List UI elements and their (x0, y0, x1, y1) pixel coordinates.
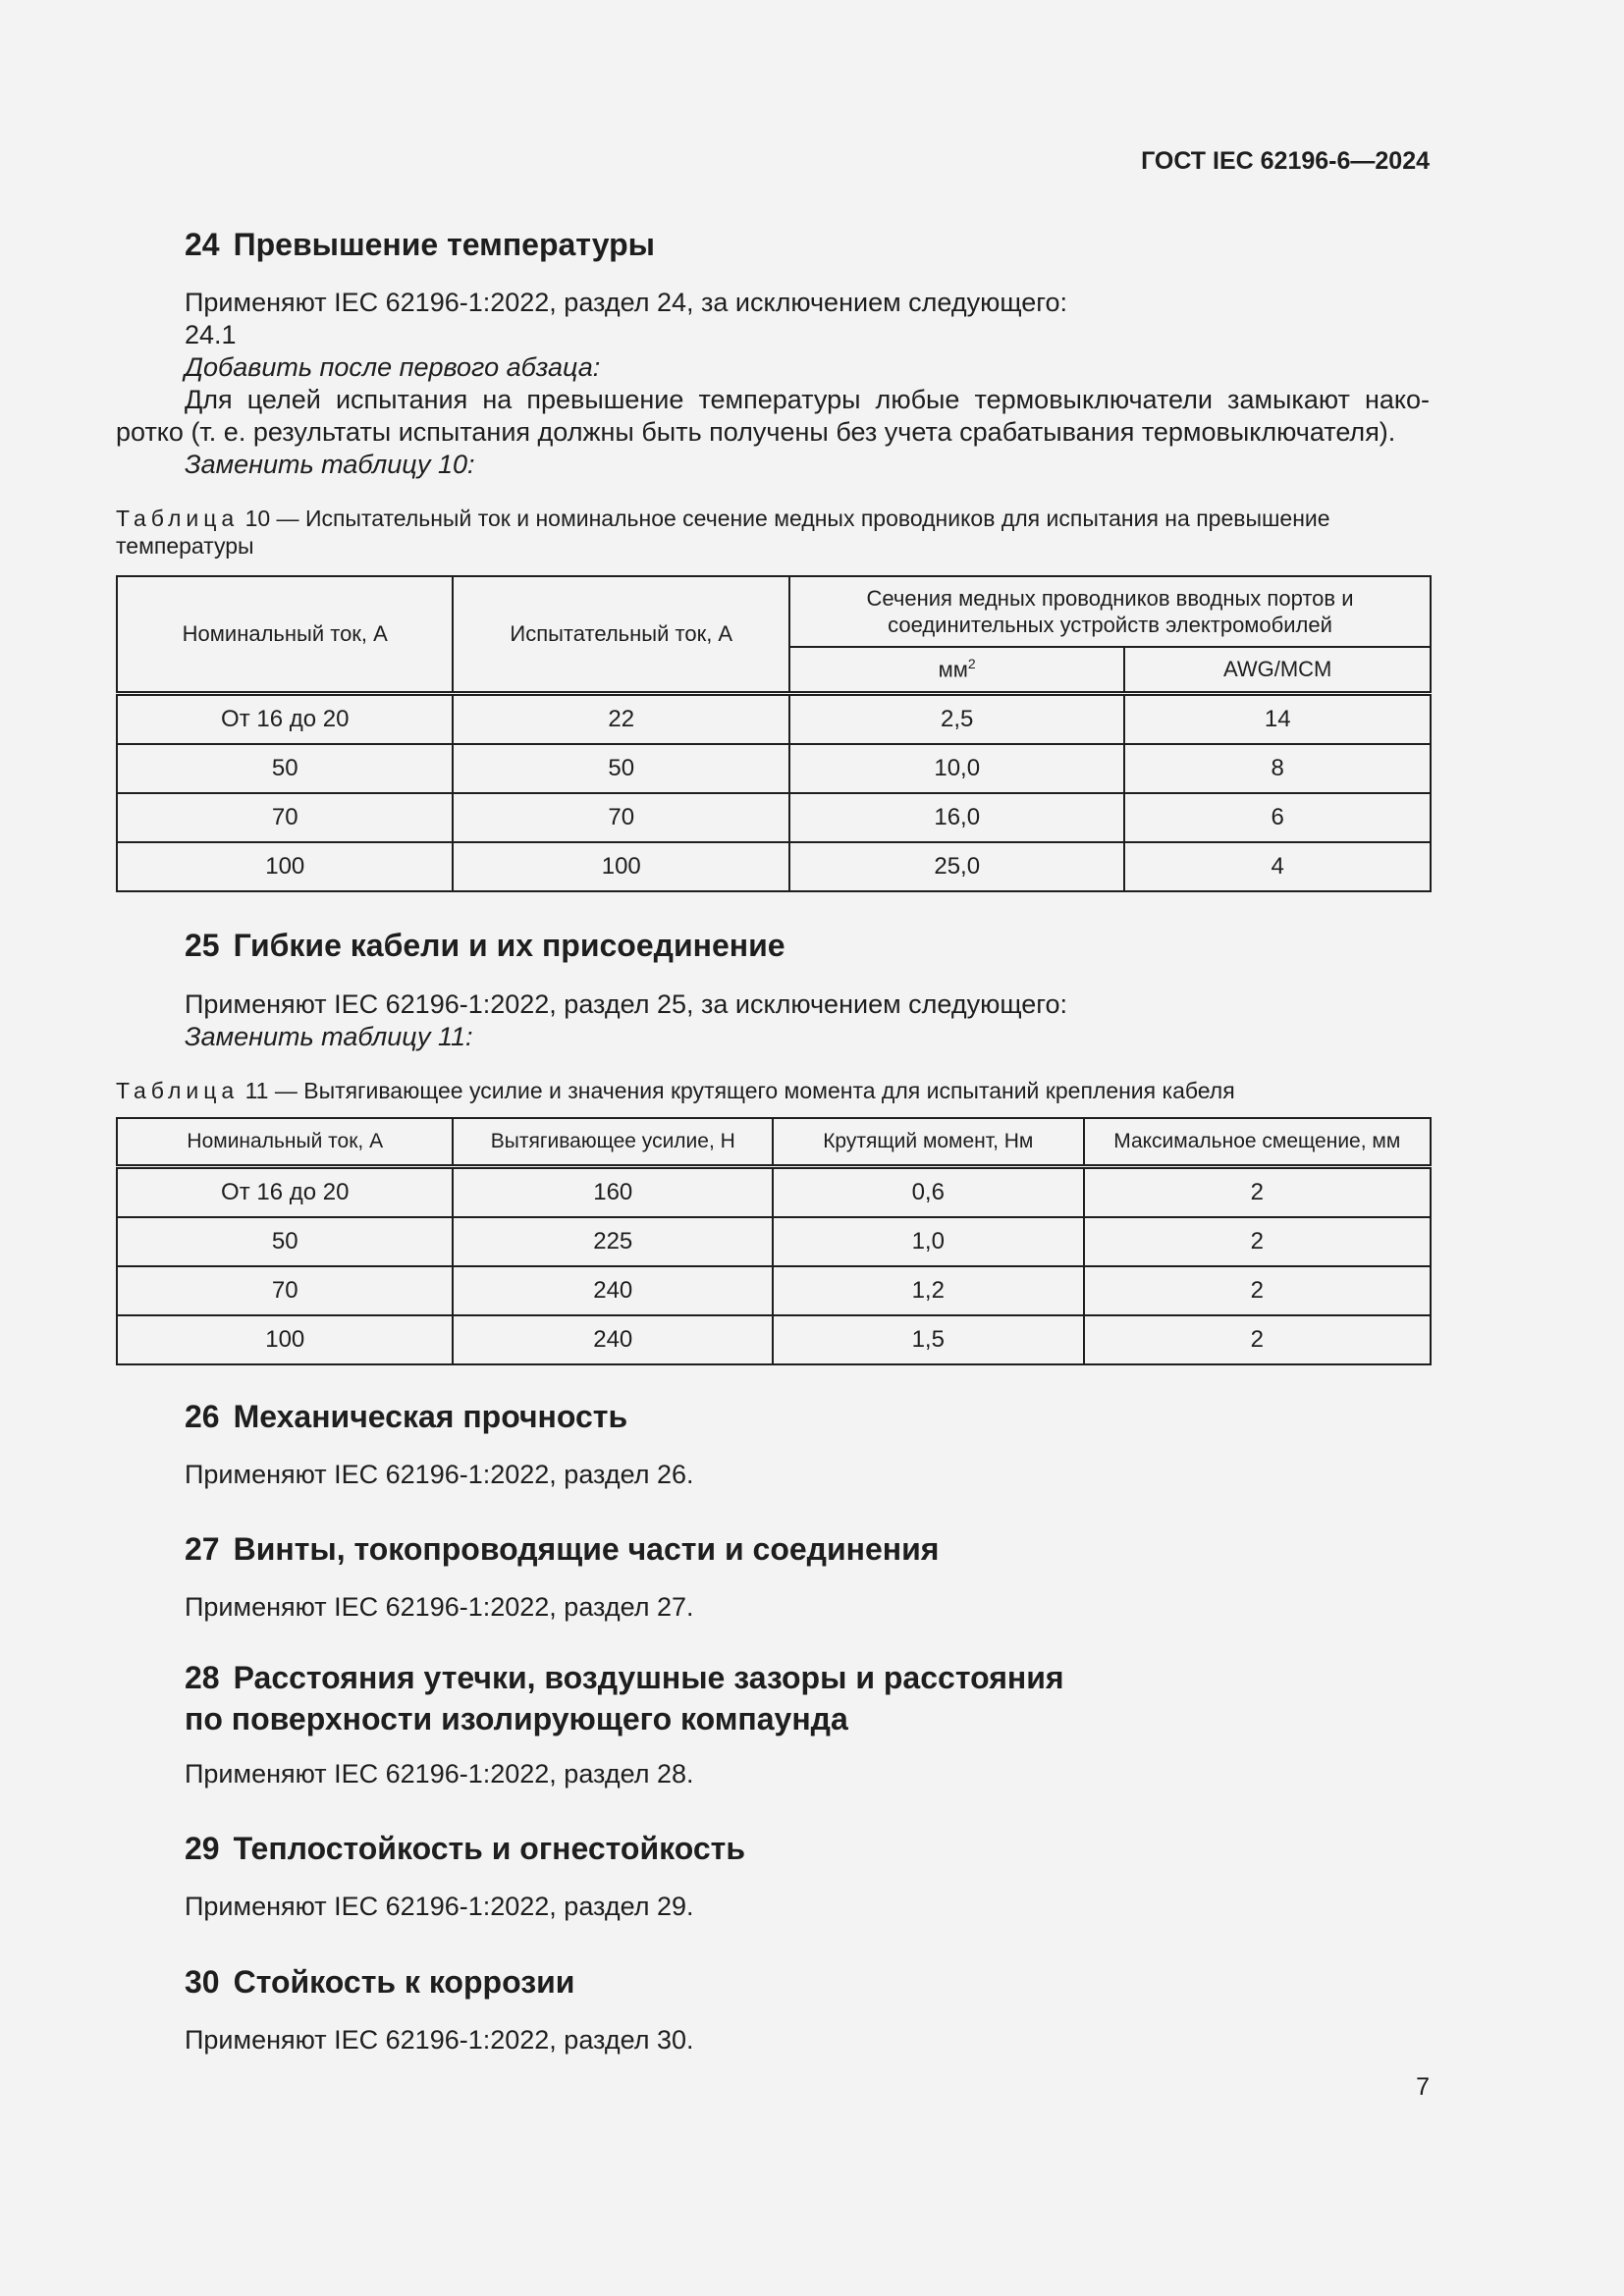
table-cell: 160 (453, 1167, 773, 1218)
unit-superscript: 2 (967, 656, 976, 672)
table-cell: 225 (453, 1217, 773, 1266)
table-cell: 50 (117, 1217, 453, 1266)
table-cell: 70 (117, 793, 453, 842)
column-header: Максимальное смещение, мм (1084, 1118, 1432, 1167)
table-cell: 6 (1124, 793, 1431, 842)
section-30-heading (185, 1961, 574, 2002)
column-header: Номинальный ток, А (117, 1118, 453, 1167)
table-caption-text: 10 — Испытательный ток и номинальное сечение медных проводников для испытания на превышение температуры (116, 506, 1330, 559)
section-number: 26 (185, 1399, 220, 1434)
column-header: Вытягивающее усилие, Н (453, 1118, 773, 1167)
table-11-caption (116, 1077, 1432, 1104)
column-header: Номинальный ток, А (117, 576, 453, 694)
page-number: 7 (1416, 2073, 1430, 2101)
table-cell: 100 (117, 842, 453, 891)
table-cell: 240 (453, 1266, 773, 1315)
section-title: Механическая прочность (233, 1399, 628, 1434)
section-number: 28 (185, 1660, 220, 1695)
table-row (117, 1266, 1431, 1315)
section-title: Теплостойкость и огнестойкость (233, 1831, 745, 1866)
table-label: Таблица (116, 506, 240, 531)
column-header: Испытательный ток, А (453, 576, 789, 694)
unit-label: мм (938, 657, 968, 682)
s24-instruction-replace: Заменить таблицу 10: (185, 450, 475, 479)
s28-paragraph-1: Применяют IEC 62196-1:2022, раздел 28. (185, 1759, 694, 1789)
section-25-heading (185, 925, 785, 966)
table-cell: 240 (453, 1315, 773, 1364)
section-29-heading (185, 1828, 745, 1869)
section-24-heading (185, 224, 655, 265)
table-row (117, 842, 1431, 891)
table-cell: 100 (117, 1315, 453, 1364)
table-10-caption (116, 505, 1432, 560)
table-cell: 1,5 (773, 1315, 1083, 1364)
section-title-line-1: Расстояния утечки, воздушные зазоры и расстояния (233, 1660, 1064, 1695)
table-label: Таблица (116, 1078, 240, 1103)
column-header (789, 647, 1124, 694)
table-cell: 2,5 (789, 694, 1124, 745)
section-27-heading (185, 1528, 939, 1570)
table-cell: 1,2 (773, 1266, 1083, 1315)
table-cell: 100 (453, 842, 789, 891)
table-cell: От 16 до 20 (117, 1167, 453, 1218)
table-cell: 1,0 (773, 1217, 1083, 1266)
table-cell: 50 (117, 744, 453, 793)
section-number: 29 (185, 1831, 220, 1866)
section-number: 30 (185, 1964, 220, 2000)
table-cell: 2 (1084, 1217, 1432, 1266)
section-title: Стойкость к коррозии (233, 1964, 575, 2000)
section-number: 25 (185, 928, 220, 963)
table-row (117, 744, 1431, 793)
s24-paragraph-1: Применяют IEC 62196-1:2022, раздел 24, за исключением следующего: (185, 288, 1068, 317)
table-row (117, 1167, 1431, 1218)
table-cell: 14 (1124, 694, 1431, 745)
s30-paragraph-1: Применяют IEC 62196-1:2022, раздел 30. (185, 2025, 694, 2055)
table-cell: 16,0 (789, 793, 1124, 842)
table-cell: 70 (453, 793, 789, 842)
s24-instruction-add: Добавить после первого абзаца: (185, 352, 601, 382)
section-number: 27 (185, 1531, 220, 1567)
section-28-heading (185, 1657, 1064, 1739)
column-header: AWG/MCM (1124, 647, 1431, 694)
table-cell: 10,0 (789, 744, 1124, 793)
table-row (117, 1315, 1431, 1364)
table-11 (116, 1117, 1432, 1365)
s26-paragraph-1: Применяют IEC 62196-1:2022, раздел 26. (185, 1460, 694, 1489)
table-cell: 70 (117, 1266, 453, 1315)
table-cell: 25,0 (789, 842, 1124, 891)
table-cell: 8 (1124, 744, 1431, 793)
table-cell: От 16 до 20 (117, 694, 453, 745)
table-cell: 4 (1124, 842, 1431, 891)
document-header: ГОСТ IEC 62196-6—2024 (1141, 147, 1430, 175)
table-cell: 22 (453, 694, 789, 745)
table-cell: 50 (453, 744, 789, 793)
table-row (117, 1217, 1431, 1266)
section-title: Превышение температуры (233, 227, 655, 262)
s29-paragraph-1: Применяют IEC 62196-1:2022, раздел 29. (185, 1892, 694, 1921)
section-title-line-2: по поверхности изолирующего компаунда (185, 1701, 848, 1736)
table-row (117, 694, 1431, 745)
s27-paragraph-1: Применяют IEC 62196-1:2022, раздел 27. (185, 1592, 694, 1622)
s24-paragraph-4-line-2: ротко (т. е. результаты испытания должны быть получены без учета срабатывания термовыключателя). (116, 417, 1396, 447)
section-26-heading (185, 1396, 627, 1437)
section-title: Винты, токопроводящие части и соединения (233, 1531, 940, 1567)
s25-paragraph-1: Применяют IEC 62196-1:2022, раздел 25, за исключением следующего: (185, 989, 1068, 1019)
table-cell: 0,6 (773, 1167, 1083, 1218)
table-cell: 2 (1084, 1315, 1432, 1364)
table-row (117, 793, 1431, 842)
s24-clause-number: 24.1 (185, 320, 237, 349)
table-cell: 2 (1084, 1167, 1432, 1218)
s25-instruction-replace: Заменить таблицу 11: (185, 1022, 473, 1051)
s24-paragraph-4-line-1: Для целей испытания на превышение температуры любые термовыключатели замыкают нако- (185, 385, 1430, 414)
table-caption-text: 11 — Вытягивающее усилие и значения крутящего момента для испытаний крепления кабеля (244, 1078, 1235, 1103)
section-title: Гибкие кабели и их присоединение (233, 928, 785, 963)
section-number: 24 (185, 227, 220, 262)
table-10 (116, 575, 1432, 892)
column-group-header: Сечения медных проводников вводных портов и соединительных устройств электромобилей (789, 576, 1431, 647)
table-cell: 2 (1084, 1266, 1432, 1315)
column-header: Крутящий момент, Нм (773, 1118, 1083, 1167)
